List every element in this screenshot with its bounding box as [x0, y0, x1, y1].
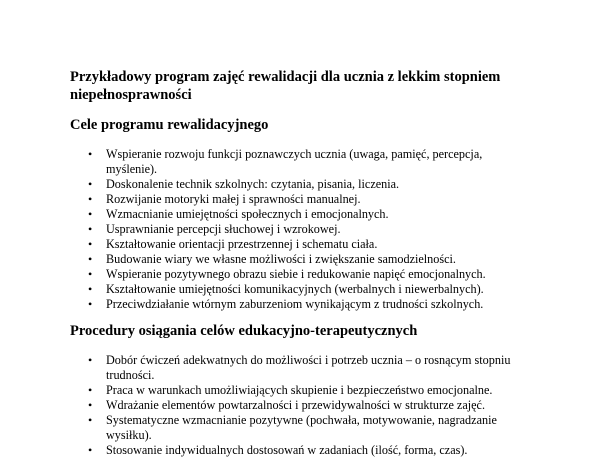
bullet-icon: • [88, 177, 93, 191]
list-item-text: Wzmacnianie umiejętności społecznych i emocjonalnych. [106, 207, 389, 221]
list-item [88, 252, 528, 267]
list-item-text: Budowanie wiary we własne możliwości i zwiększanie samodzielności. [106, 252, 456, 266]
section-heading-goals: Cele programu rewalidacyjnego [70, 117, 269, 133]
list-item [88, 207, 528, 222]
list-item-text: Przeciwdziałanie wtórnym zaburzeniom wynikającym z trudności szkolnych. [106, 297, 484, 311]
list-item [88, 177, 528, 192]
bullet-icon: • [88, 297, 93, 311]
bullet-icon: • [88, 207, 93, 221]
list-item-text: Systematyczne wzmacnianie pozytywne (pochwała, motywowanie, nagradzanie wysiłku). [106, 413, 497, 442]
list-item [88, 147, 528, 177]
bullet-icon: • [88, 222, 93, 236]
list-item-text: Kształtowanie orientacji przestrzennej i schematu ciała. [106, 237, 378, 251]
procedures-list [88, 353, 528, 458]
list-item-text: Doskonalenie technik szkolnych: czytania, pisania, liczenia. [106, 177, 400, 191]
bullet-icon: • [88, 147, 93, 161]
list-item-text: Wspieranie pozytywnego obrazu siebie i redukowanie napięć emocjonalnych. [106, 267, 486, 281]
list-item-text: Rozwijanie motoryki małej i sprawności manualnej. [106, 192, 361, 206]
list-item-text: Praca w warunkach umożliwiających skupienie i bezpieczeństwo emocjonalne. [106, 383, 493, 397]
list-item-text: Wspieranie rozwoju funkcji poznawczych ucznia (uwaga, pamięć, percepcja, myślenie). [106, 147, 483, 176]
list-item [88, 192, 528, 207]
list-item [88, 398, 528, 413]
list-item-text: Usprawnianie percepcji słuchowej i wzrokowej. [106, 222, 341, 236]
list-item [88, 222, 528, 237]
bullet-icon: • [88, 383, 93, 397]
bullet-icon: • [88, 237, 93, 251]
bullet-icon: • [88, 282, 93, 296]
list-item-text: Wdrażanie elementów powtarzalności i przewidywalności w strukturze zajęć. [106, 398, 486, 412]
list-item [88, 383, 528, 398]
list-item [88, 353, 528, 383]
bullet-icon: • [88, 353, 93, 367]
list-item [88, 297, 528, 312]
list-item [88, 413, 528, 443]
document-title: Przykładowy program zajęć rewalidacji dla ucznia z lekkim stopniem niepełnosprawności [70, 69, 501, 103]
section-heading-procedures: Procedury osiągania celów edukacyjno-terapeutycznych [70, 323, 418, 339]
goals-list [88, 147, 528, 312]
list-item-text: Dobór ćwiczeń adekwatnych do możliwości i potrzeb ucznia – o rosnącym stopniu trudności. [106, 353, 511, 382]
bullet-icon: • [88, 413, 93, 427]
bullet-icon: • [88, 192, 93, 206]
bullet-icon: • [88, 398, 93, 412]
list-item [88, 237, 528, 252]
list-item-text: Kształtowanie umiejętności komunikacyjnych (werbalnych i niewerbalnych). [106, 282, 484, 296]
list-item [88, 282, 528, 297]
bullet-icon: • [88, 443, 93, 457]
list-item [88, 267, 528, 282]
bullet-icon: • [88, 267, 93, 281]
list-item-text: Stosowanie indywidualnych dostosowań w zadaniach (ilość, forma, czas). [106, 443, 468, 457]
bullet-icon: • [88, 252, 93, 266]
